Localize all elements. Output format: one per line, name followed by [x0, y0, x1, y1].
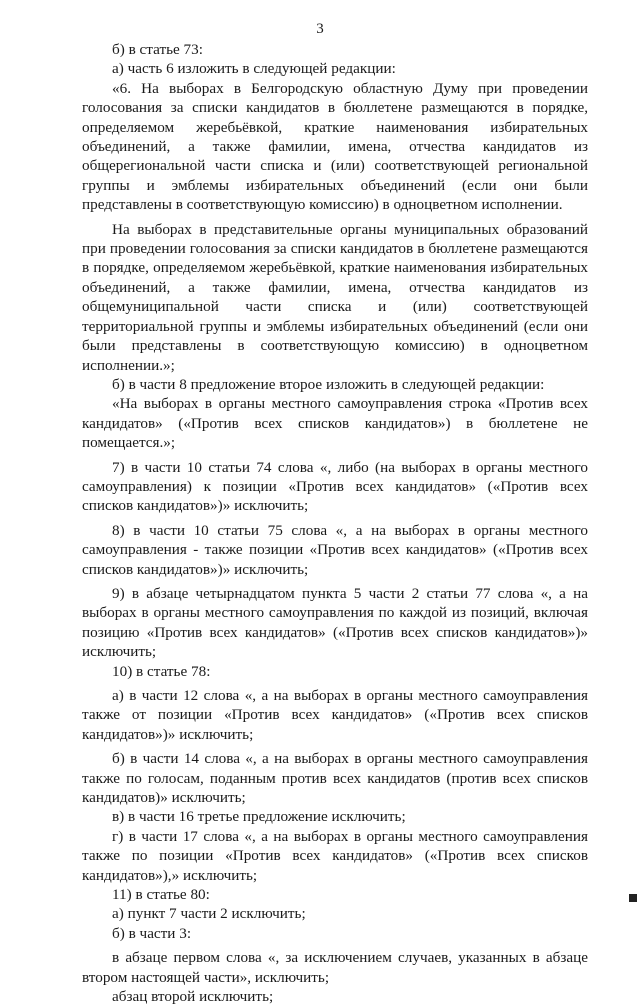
- paragraph-b-part-14: б) в части 14 слова «, а на выборах в органы местного самоуправления также по голосам, поданным против всех кандидатов (против всех списков кандидатов)» исключить;: [82, 750, 588, 807]
- paragraph-9-article-77: 9) в абзаце четырнадцатом пункта 5 части 2 статьи 77 слова «, а на выборах в органы местного самоуправления по каждой из позиций, включая позицию «Против всех кандидатов» («Против всех списков кандидатов»)» исключить;: [82, 584, 588, 661]
- paragraph-11-article-80: 11) в статье 80:: [112, 886, 210, 904]
- paragraph-b-part-3: б) в части 3:: [112, 924, 192, 942]
- paragraph-a-part-6: а) часть 6 изложить в следующей редакции:: [112, 60, 396, 78]
- paragraph-g-part-17: г) в части 17 слова «, а на выборах в органы местного самоуправления также по позиции «Против всех кандидатов» («Против всех списков кандидатов»),» исключить;: [82, 827, 588, 884]
- page-number: 3: [316, 21, 324, 37]
- paragraph-7-article-74: 7) в части 10 статьи 74 слова «, либо (на выборах в органы местного самоуправления) к позиции «Против всех кандидатов» («Против всех списков кандидатов»)» исключить;: [82, 458, 588, 515]
- paragraph-v-part-16: в) в части 16 третье предложение исключить;: [112, 808, 406, 826]
- document-body: [82, 40, 588, 1007]
- paragraph-against-all-line: «На выборах в органы местного самоуправления строка «Против всех кандидатов» («Против всех списков кандидатов») в бюллетене не помещается.»;: [82, 395, 588, 452]
- paragraph-municipal-bodies: На выборах в представительные органы муниципальных образований при проведении голосования за списки кандидатов в бюллетене размещаются в порядке, определяемом жеребьёвкой, краткие наименования избирательных объединений, а также фамилии, имена, отчества кандидатов из общемуниципальной части списка и (или) соответствующей территориальной группы и эмблемы избирательных объединений (если они были представлены в соответствующую комиссию) в одноцветном исполнении.»;: [82, 220, 588, 374]
- paragraph-a-clause-7: а) пункт 7 части 2 исключить;: [112, 905, 306, 923]
- paragraph-second-abzac: абзац второй исключить;: [112, 988, 274, 1006]
- paragraph-8-article-75: 8) в части 10 статьи 75 слова «, а на выборах в органы местного самоуправления - также позиции «Против всех кандидатов» («Против всех списков кандидатов»)» исключить;: [82, 521, 588, 578]
- paragraph-a-part-12: а) в части 12 слова «, а на выборах в органы местного самоуправления также от позиции «Против всех кандидатов» («Против всех списков кандидатов»)» исключить;: [82, 687, 588, 743]
- paragraph-quote-6-regional-duma: «6. На выборах в Белгородскую областную Думу при проведении голосования за списки кандидатов в бюллетене размещаются в порядке, определяемом жеребьёвкой, краткие наименования избирательных объединений, а также фамилии, имена, отчества кандидатов из общерегиональной части списка и (или) соответствующей региональной группы и эмблемы избирательных объединений (если они были представлены в соответствующую комиссию) в одноцветном исполнении.: [82, 79, 588, 214]
- paragraph-b-part-8: б) в части 8 предложение второе изложить в следующей редакции:: [112, 375, 545, 393]
- scan-corner-mark: [629, 894, 637, 902]
- paragraph-first-abzac: в абзаце первом слова «, за исключением случаев, указанных в абзаце втором настоящей части», исключить;: [82, 949, 588, 986]
- paragraph-10-article-78: 10) в статье 78:: [112, 662, 211, 680]
- paragraph-b-article-73: б) в статье 73:: [112, 41, 203, 58]
